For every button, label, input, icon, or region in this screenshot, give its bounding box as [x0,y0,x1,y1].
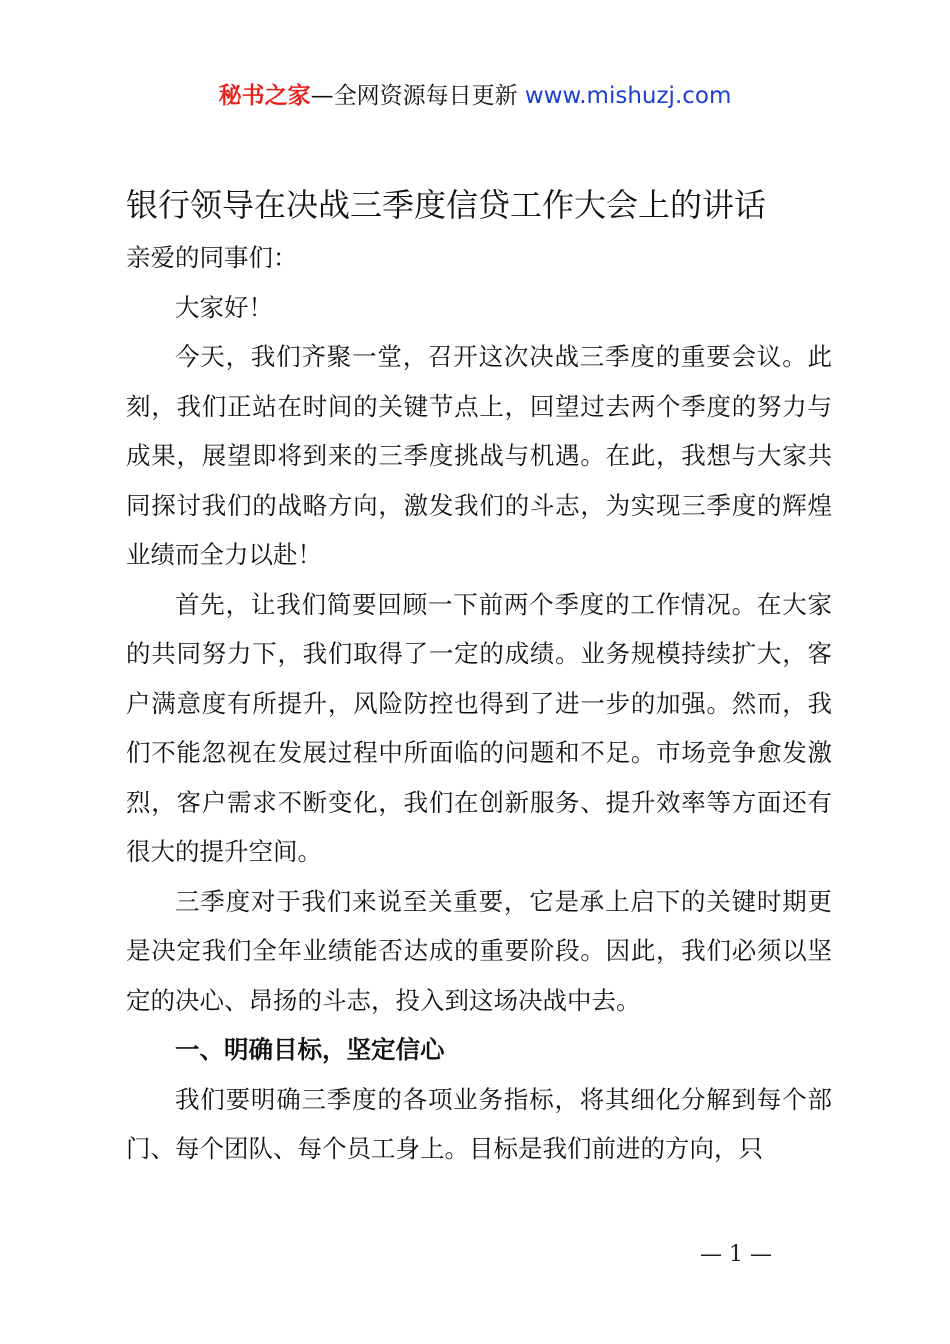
section-heading: 一、明确目标，坚定信心 [175,1035,445,1064]
paragraph-importance: 三季度对于我们来说至关重要，它是承上启下的关键时期更是决定我们全年业绩能否达成的重要阶段。因此，我们必须以坚定的决心、昂扬的斗志，投入到这场决战中去。 [126,886,832,1015]
site-tagline: —全网资源每日更新 [310,83,518,109]
paragraph-intro: 今天，我们齐聚一堂，召开这次决战三季度的重要会议。此刻，我们正站在时间的关键节点上，回望过去两个季度的努力与成果，展望即将到来的三季度挑战与机遇。在此，我想与大家共同探讨我们的战略方向，激发我们的斗志，为实现三季度的辉煌业绩而全力以赴！ [126,342,832,569]
page-number: — 1 — [700,1242,772,1267]
salutation: 亲爱的同事们： [126,243,298,272]
paragraph-goals: 我们要明确三季度的各项业务指标，将其细化分解到每个部门、每个团队、每个员工身上。目标是我们前进的方向，只 [126,1084,832,1163]
paragraph-greeting: 大家好！ [175,292,273,322]
site-brand: 秘书之家 [218,83,311,109]
site-url[interactable]: www.mishuzj.com [524,83,732,109]
document-body [126,233,832,1174]
site-header [0,80,950,112]
document-title: 银行领导在决战三季度信贷工作大会上的讲话 [126,186,767,224]
paragraph-review: 首先，让我们简要回顾一下前两个季度的工作情况。在大家的共同努力下，我们取得了一定的成绩。业务规模持续扩大，客户满意度有所提升，风险防控也得到了进一步的加强。然而，我们不能忽视在发展过程中所面临的问题和不足。市场竞争愈发激烈，客户需求不断变化，我们在创新服务、提升效率等方面还有很大的提升空间。 [126,589,832,866]
